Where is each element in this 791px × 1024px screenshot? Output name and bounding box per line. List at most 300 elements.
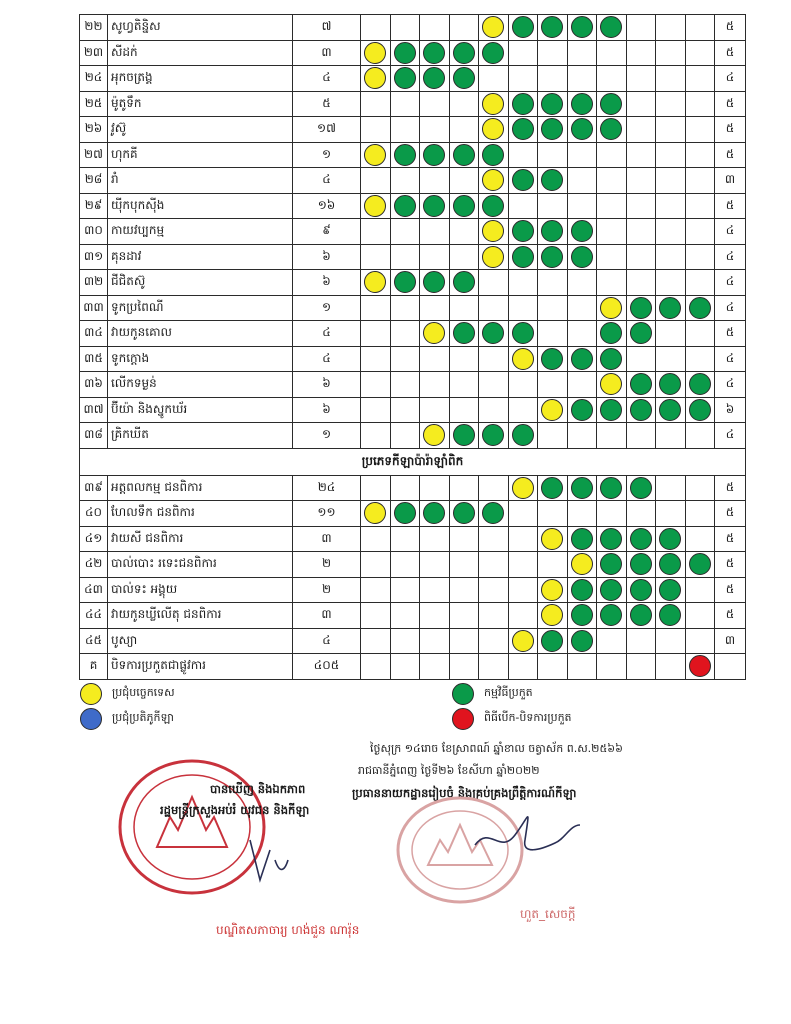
green-dot-icon — [512, 246, 534, 268]
day-cell — [626, 270, 656, 296]
day-cell — [597, 40, 627, 66]
day-cell — [626, 526, 656, 552]
day-cell — [626, 501, 656, 527]
section-title: ប្រភេទកីឡាប៉ារ៉ាឡាំពិក — [80, 448, 746, 475]
day-cell — [479, 603, 509, 629]
day-cell — [390, 66, 420, 92]
day-cell — [656, 501, 686, 527]
day-cell — [420, 372, 450, 398]
day-cell — [361, 397, 391, 423]
day-cell — [449, 66, 479, 92]
day-cell — [420, 219, 450, 245]
event-count: ១៦ — [293, 193, 361, 219]
right-signer-name: ហួត_សេចក្តី — [520, 907, 576, 921]
day-cell — [567, 603, 597, 629]
event-count: ៣ — [293, 40, 361, 66]
event-count: ២ — [293, 577, 361, 603]
green-dot-icon — [512, 118, 534, 140]
yellow-dot-icon — [512, 348, 534, 370]
row-number: គ — [80, 654, 108, 680]
day-cell — [597, 168, 627, 194]
day-cell — [361, 270, 391, 296]
green-dot-icon — [600, 118, 622, 140]
sport-name: ហែលទឹក ជនពិការ — [108, 501, 293, 527]
yellow-dot-icon — [364, 195, 386, 217]
green-dot-icon — [453, 502, 475, 524]
day-cell — [479, 117, 509, 143]
day-cell — [538, 219, 568, 245]
day-cell — [508, 15, 538, 41]
day-cell — [479, 475, 509, 501]
day-cell — [508, 526, 538, 552]
day-cell — [508, 475, 538, 501]
event-count: ៣ — [293, 526, 361, 552]
day-cell — [361, 193, 391, 219]
day-cell — [685, 526, 715, 552]
day-cell — [508, 501, 538, 527]
day-cell — [479, 219, 509, 245]
day-cell — [361, 654, 391, 680]
day-cell — [685, 142, 715, 168]
table-row — [80, 475, 746, 501]
day-cell — [538, 372, 568, 398]
day-cell — [597, 628, 627, 654]
green-dot-icon — [600, 348, 622, 370]
day-cell — [361, 372, 391, 398]
day-cell — [685, 654, 715, 680]
day-cell — [420, 244, 450, 270]
event-count: ៣ — [293, 603, 361, 629]
row-number: ៤១ — [80, 526, 108, 552]
green-dot-icon — [512, 322, 534, 344]
day-cell — [449, 654, 479, 680]
day-cell — [420, 321, 450, 347]
day-cell — [567, 91, 597, 117]
day-cell — [597, 219, 627, 245]
event-count: ៦ — [293, 372, 361, 398]
day-cell — [656, 91, 686, 117]
day-cell — [361, 40, 391, 66]
day-cell — [479, 193, 509, 219]
green-dot-icon — [571, 528, 593, 550]
table-row — [80, 117, 746, 143]
day-cell — [626, 397, 656, 423]
day-cell — [626, 142, 656, 168]
day-cell — [361, 501, 391, 527]
green-dot-icon — [659, 579, 681, 601]
table-row — [80, 219, 746, 245]
sport-name: វាយសី ជនពិការ — [108, 526, 293, 552]
yellow-dot-icon — [600, 297, 622, 319]
green-dot-icon — [689, 399, 711, 421]
green-dot-icon — [659, 399, 681, 421]
day-cell — [390, 372, 420, 398]
day-cell — [390, 654, 420, 680]
yellow-dot-icon — [541, 399, 563, 421]
day-cell — [626, 295, 656, 321]
row-number: ៣៨ — [80, 423, 108, 449]
day-cell — [390, 321, 420, 347]
green-dot-icon — [541, 169, 563, 191]
table-row — [80, 244, 746, 270]
green-dot-icon — [600, 16, 622, 38]
total-days: ៥ — [715, 193, 746, 219]
day-cell — [567, 577, 597, 603]
day-cell — [685, 168, 715, 194]
day-cell — [538, 526, 568, 552]
yellow-dot-icon — [600, 373, 622, 395]
day-cell — [597, 346, 627, 372]
table-row — [80, 270, 746, 296]
sport-name: សូហ្វតិន្និស — [108, 15, 293, 41]
day-cell — [685, 475, 715, 501]
day-cell — [597, 552, 627, 578]
green-dot-icon — [571, 220, 593, 242]
day-cell — [508, 244, 538, 270]
day-cell — [449, 526, 479, 552]
day-cell — [508, 142, 538, 168]
day-cell — [508, 552, 538, 578]
day-cell — [420, 501, 450, 527]
day-cell — [420, 40, 450, 66]
day-cell — [479, 168, 509, 194]
day-cell — [361, 168, 391, 194]
event-count: ២ — [293, 552, 361, 578]
row-number: ៣២ — [80, 270, 108, 296]
day-cell — [390, 219, 420, 245]
day-cell — [420, 15, 450, 41]
day-cell — [420, 193, 450, 219]
day-cell — [656, 321, 686, 347]
day-cell — [361, 66, 391, 92]
green-dot-icon — [630, 477, 652, 499]
yellow-dot-icon — [423, 322, 445, 344]
row-number: ២៩ — [80, 193, 108, 219]
day-cell — [479, 270, 509, 296]
legend-red — [452, 708, 572, 730]
day-cell — [420, 423, 450, 449]
day-cell — [567, 295, 597, 321]
green-dot-icon — [394, 67, 416, 89]
day-cell — [685, 552, 715, 578]
green-dot-icon — [394, 502, 416, 524]
day-cell — [685, 628, 715, 654]
day-cell — [626, 321, 656, 347]
day-cell — [597, 654, 627, 680]
day-cell — [449, 193, 479, 219]
total-days: ៤ — [715, 346, 746, 372]
total-days — [715, 654, 746, 680]
yellow-dot-icon — [541, 579, 563, 601]
event-count: ៦ — [293, 244, 361, 270]
legend-yellow-label: ប្រជុំបច្ចេកទេស — [112, 686, 175, 699]
row-number: ៣៧ — [80, 397, 108, 423]
day-cell — [508, 346, 538, 372]
day-cell — [567, 193, 597, 219]
day-cell — [597, 295, 627, 321]
yellow-dot-icon — [482, 220, 504, 242]
sport-name: ប៊ីយ៉ា និងស្នូកឃ័រ — [108, 397, 293, 423]
day-cell — [449, 270, 479, 296]
green-dot-icon — [541, 630, 563, 652]
day-cell — [420, 552, 450, 578]
row-number: ៣៩ — [80, 475, 108, 501]
sport-name: ម៉ូតូទឹក — [108, 91, 293, 117]
yellow-dot-icon — [364, 67, 386, 89]
row-number: ២៨ — [80, 168, 108, 194]
day-cell — [538, 552, 568, 578]
table-row — [80, 526, 746, 552]
row-number: ២៤ — [80, 66, 108, 92]
event-count: ៤ — [293, 346, 361, 372]
row-number: ២៧ — [80, 142, 108, 168]
legend-green — [452, 683, 533, 705]
day-cell — [567, 244, 597, 270]
day-cell — [479, 346, 509, 372]
day-cell — [390, 193, 420, 219]
day-cell — [567, 346, 597, 372]
day-cell — [626, 654, 656, 680]
green-dot-icon — [571, 399, 593, 421]
green-dot-icon — [630, 322, 652, 344]
day-cell — [361, 552, 391, 578]
day-cell — [508, 219, 538, 245]
day-cell — [567, 501, 597, 527]
event-count: ១៧ — [293, 117, 361, 143]
day-cell — [449, 552, 479, 578]
day-cell — [597, 142, 627, 168]
yellow-dot-icon — [512, 477, 534, 499]
day-cell — [390, 552, 420, 578]
day-cell — [420, 142, 450, 168]
day-cell — [538, 295, 568, 321]
green-dot-icon — [394, 195, 416, 217]
day-cell — [361, 423, 391, 449]
day-cell — [449, 91, 479, 117]
green-dot-icon — [423, 67, 445, 89]
day-cell — [685, 219, 715, 245]
day-cell — [508, 603, 538, 629]
green-dot-icon — [659, 604, 681, 626]
day-cell — [538, 346, 568, 372]
yellow-dot-icon — [541, 528, 563, 550]
day-cell — [626, 91, 656, 117]
day-cell — [656, 423, 686, 449]
day-cell — [656, 628, 686, 654]
day-cell — [538, 270, 568, 296]
day-cell — [685, 270, 715, 296]
day-cell — [626, 244, 656, 270]
left-signer-name: បណ្ឌិតសភាចារ្យ ហង់ជួន ណារ៉ុន — [216, 923, 360, 937]
day-cell — [420, 397, 450, 423]
green-dot-icon — [541, 220, 563, 242]
day-cell — [597, 270, 627, 296]
green-dot-icon — [600, 477, 622, 499]
sport-name: អុកចត្រង្គ — [108, 66, 293, 92]
day-cell — [390, 603, 420, 629]
day-cell — [626, 577, 656, 603]
table-row — [80, 603, 746, 629]
total-days: ៤ — [715, 372, 746, 398]
day-cell — [656, 295, 686, 321]
day-cell — [538, 603, 568, 629]
date-line-lunar: ថ្ងៃសុក្រ ១៤រោច ខែស្រាពណ៍ ឆ្នាំខាល ចត្វាស័ក ព.ស.២៥៦៦ — [370, 742, 623, 755]
day-cell — [685, 40, 715, 66]
legend-red-label: ពិធីបើក-បិទការប្រកួត — [484, 711, 572, 724]
green-dot-icon — [630, 399, 652, 421]
total-days: ៥ — [715, 526, 746, 552]
green-dot-icon — [423, 195, 445, 217]
day-cell — [449, 15, 479, 41]
legend-blue-label: ប្រជុំប្រតិភូកីឡា — [112, 711, 174, 724]
row-number: ៣០ — [80, 219, 108, 245]
total-days: ៤ — [715, 244, 746, 270]
total-days: ៥ — [715, 321, 746, 347]
yellow-dot-icon — [571, 553, 593, 575]
legend-yellow — [80, 683, 175, 705]
green-dot-icon — [423, 144, 445, 166]
day-cell — [597, 91, 627, 117]
day-cell — [479, 423, 509, 449]
day-cell — [508, 168, 538, 194]
day-cell — [626, 475, 656, 501]
day-cell — [479, 142, 509, 168]
day-cell — [538, 397, 568, 423]
event-count: ៦ — [293, 270, 361, 296]
day-cell — [538, 142, 568, 168]
day-cell — [390, 397, 420, 423]
day-cell — [449, 168, 479, 194]
day-cell — [449, 423, 479, 449]
date-line-solar: រាជធានីភ្នំពេញ ថ្ងៃទី២៦ ខែសីហា ឆ្នាំ២០២២ — [358, 764, 540, 777]
day-cell — [567, 66, 597, 92]
row-number: ៣៦ — [80, 372, 108, 398]
total-days: ៥ — [715, 142, 746, 168]
day-cell — [449, 397, 479, 423]
day-cell — [420, 475, 450, 501]
day-cell — [656, 346, 686, 372]
green-dot-icon — [394, 144, 416, 166]
day-cell — [538, 321, 568, 347]
day-cell — [597, 501, 627, 527]
day-cell — [479, 526, 509, 552]
table-row — [80, 423, 746, 449]
day-cell — [626, 603, 656, 629]
day-cell — [567, 117, 597, 143]
event-count: ១១ — [293, 501, 361, 527]
table-row — [80, 321, 746, 347]
total-days: ៣ — [715, 628, 746, 654]
day-cell — [597, 321, 627, 347]
day-cell — [626, 193, 656, 219]
green-dot-icon — [600, 528, 622, 550]
sport-name: វាយកូនគោល — [108, 321, 293, 347]
day-cell — [449, 501, 479, 527]
day-cell — [685, 423, 715, 449]
day-cell — [656, 603, 686, 629]
yellow-dot-icon — [482, 118, 504, 140]
day-cell — [685, 295, 715, 321]
green-dot-icon — [453, 144, 475, 166]
total-days: ៤ — [715, 423, 746, 449]
day-cell — [685, 372, 715, 398]
day-cell — [390, 628, 420, 654]
row-number: ៤៥ — [80, 628, 108, 654]
day-cell — [538, 423, 568, 449]
green-dot-icon — [571, 118, 593, 140]
table-row — [80, 142, 746, 168]
day-cell — [656, 15, 686, 41]
day-cell — [390, 40, 420, 66]
left-signature — [230, 830, 320, 905]
day-cell — [656, 219, 686, 245]
sport-name: អត្តពលកម្ម ជនពិការ — [108, 475, 293, 501]
green-dot-icon — [659, 528, 681, 550]
total-days: ៤ — [715, 219, 746, 245]
day-cell — [626, 346, 656, 372]
day-cell — [538, 117, 568, 143]
day-cell — [361, 15, 391, 41]
day-cell — [479, 654, 509, 680]
day-cell — [479, 321, 509, 347]
day-cell — [538, 244, 568, 270]
yellow-dot-icon — [482, 246, 504, 268]
green-dot-icon — [571, 246, 593, 268]
day-cell — [656, 244, 686, 270]
day-cell — [508, 423, 538, 449]
row-number: ៣១ — [80, 244, 108, 270]
day-cell — [420, 91, 450, 117]
day-cell — [479, 15, 509, 41]
day-cell — [449, 603, 479, 629]
sport-name: គុនដាវ — [108, 244, 293, 270]
sport-name: គ្រិកឃីត — [108, 423, 293, 449]
green-dot-icon — [630, 528, 652, 550]
green-dot-icon — [512, 93, 534, 115]
day-cell — [567, 168, 597, 194]
event-count: ៤០៥ — [293, 654, 361, 680]
row-number: ២៦ — [80, 117, 108, 143]
day-cell — [656, 654, 686, 680]
right-signature — [470, 795, 590, 865]
day-cell — [390, 168, 420, 194]
green-dot-icon — [600, 93, 622, 115]
day-cell — [361, 628, 391, 654]
day-cell — [361, 117, 391, 143]
day-cell — [420, 577, 450, 603]
green-dot-icon — [571, 630, 593, 652]
green-dot-icon — [630, 297, 652, 319]
day-cell — [508, 117, 538, 143]
right-signer-title: ប្រធាននាយកដ្ឋានរៀបចំ និងគ្រប់គ្រងព្រឹត្តិការណ៍កីឡា — [352, 786, 577, 800]
day-cell — [685, 501, 715, 527]
day-cell — [685, 15, 715, 41]
green-dot-icon — [600, 322, 622, 344]
event-count: ៤ — [293, 628, 361, 654]
total-days: ៣ — [715, 168, 746, 194]
event-count: ៤ — [293, 66, 361, 92]
day-cell — [597, 603, 627, 629]
table-row — [80, 397, 746, 423]
day-cell — [508, 295, 538, 321]
day-cell — [449, 244, 479, 270]
event-count: ៥ — [293, 91, 361, 117]
day-cell — [567, 270, 597, 296]
green-dot-icon — [512, 169, 534, 191]
green-dot-icon — [571, 348, 593, 370]
day-cell — [361, 321, 391, 347]
table-row — [80, 577, 746, 603]
